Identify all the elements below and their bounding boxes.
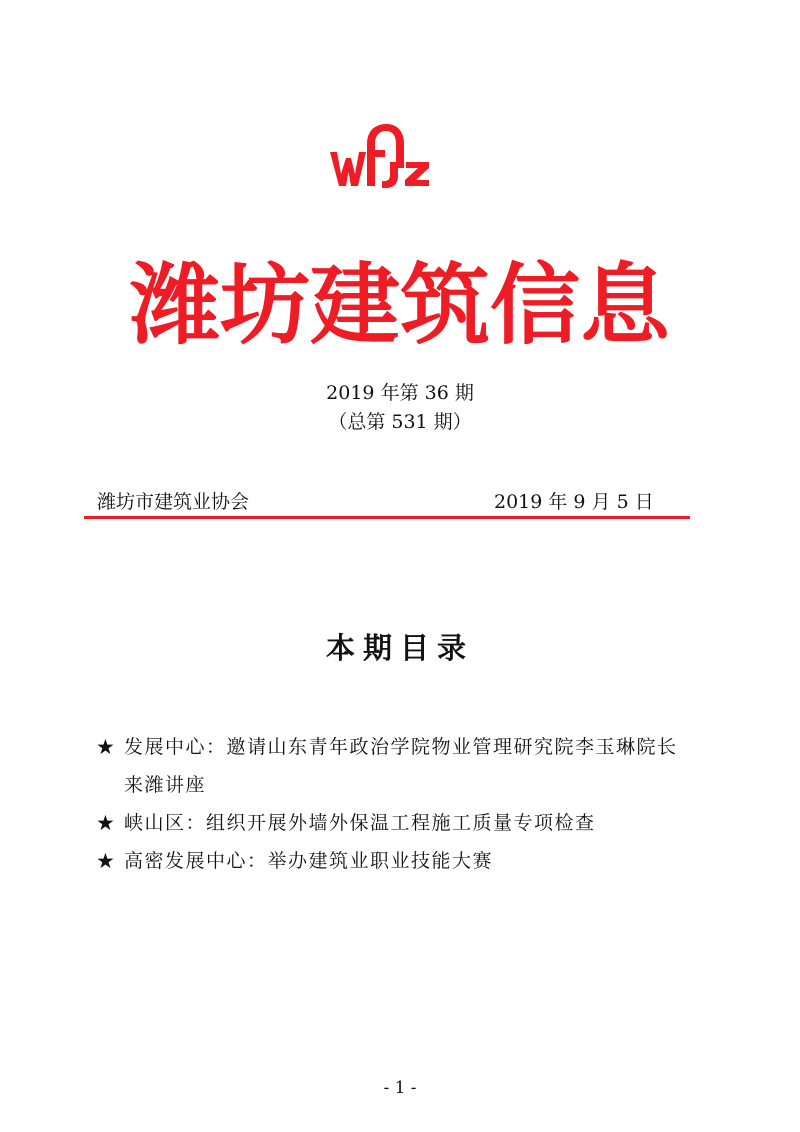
star-icon: ★ [96,811,115,835]
publisher-row [97,487,657,517]
toc-item[interactable] [96,728,736,804]
star-icon: ★ [96,849,115,873]
toc-item-text: 峡山区：组织开展外墙外保温工程施工质量专项检查 [124,812,596,834]
toc-item[interactable] [96,804,736,842]
toc-item-text-continued: 来潍讲座 [124,774,207,796]
toc-item[interactable] [96,842,736,880]
masthead-title: 潍坊建筑信息 [130,253,670,357]
star-icon: ★ [96,735,115,759]
cumulative-issue-number: （总第 531 期） [328,411,472,433]
red-divider [84,516,690,519]
issue-number: 2019 年第 36 期 [326,382,474,404]
wfjz-logo [330,122,430,190]
publisher-name: 潍坊市建筑业协会 [97,491,250,513]
page-number: - 1 - [383,1078,417,1098]
toc-list [96,728,736,880]
toc-item-text: 高密发展中心：举办建筑业职业技能大赛 [124,850,494,872]
toc-title: 本期目录 [325,631,474,665]
toc-item-text: 发展中心：邀请山东青年政治学院物业管理研究院李玉琳院长 [124,736,678,758]
publish-date: 2019 年 9 月 5 日 [494,491,654,513]
